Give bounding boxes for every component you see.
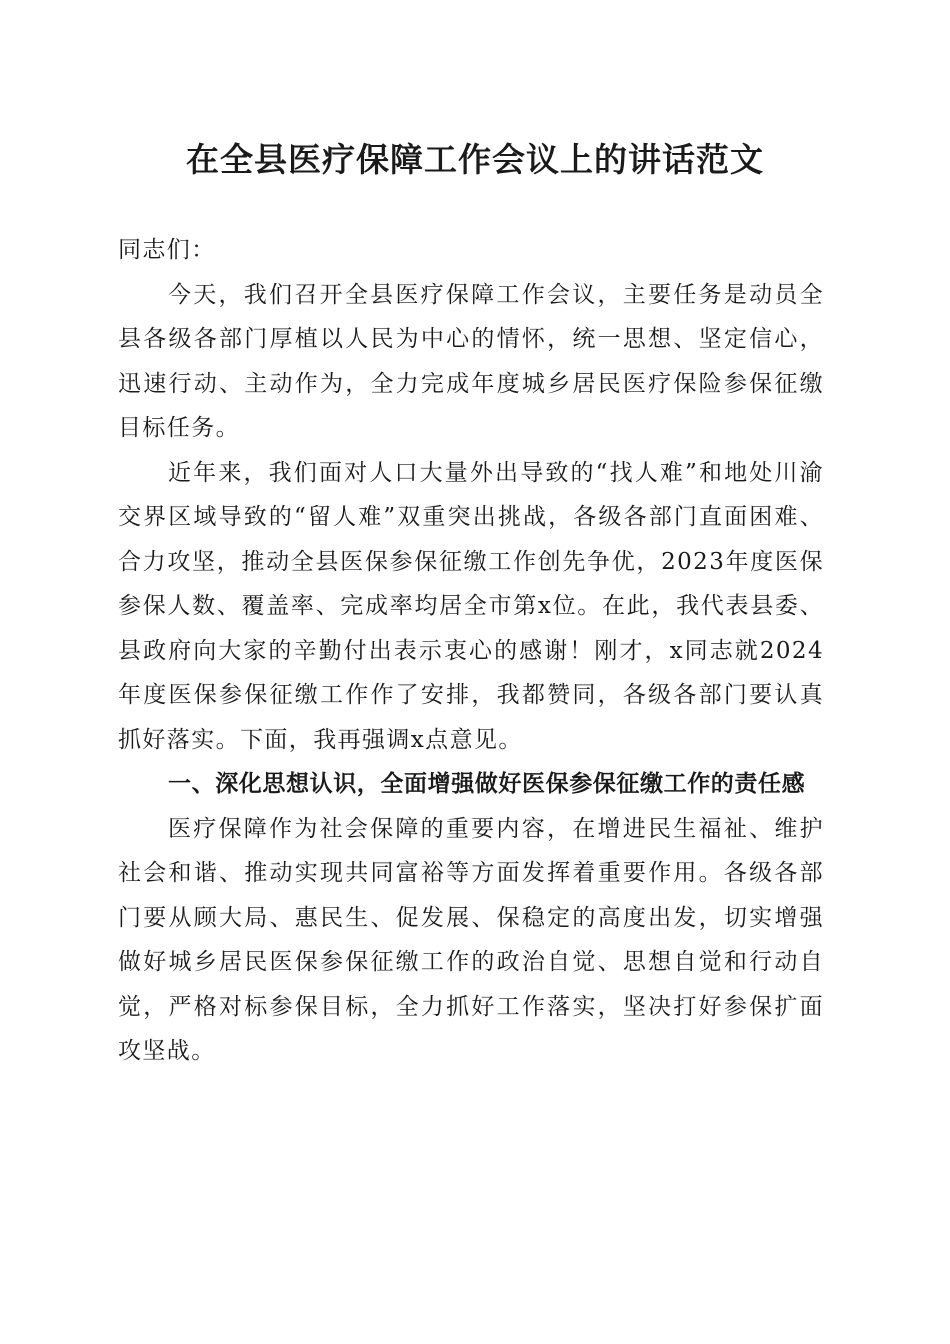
paragraph-opening: 今天，我们召开全县医疗保障工作会议，主要任务是动员全县各级各部门厚植以人民为中心的情怀，统一思想、坚定信心，迅速行动、主动作为，全力完成年度城乡居民医疗保险参保征缴目标任务。 bbox=[118, 281, 824, 441]
section-paragraph-1: 医疗保障作为社会保障的重要内容，在增进民生福祉、维护社会和谐、推动实现共同富裕等方面发挥着重要作用。各级各部门要从顾大局、惠民生、促发展、保稳定的高度出发，切实增强做好城乡居民医保参保征缴工作的政治自觉、思想自觉和行动自觉，严格对标参保目标，全力抓好工作落实，坚决打好参保扩面攻坚战。 bbox=[118, 815, 824, 1064]
document-body bbox=[118, 228, 824, 1074]
section-heading-1: 一、深化思想认识，全面增强做好医保参保征缴工作的责任感 bbox=[168, 771, 806, 797]
salutation: 同志们： bbox=[118, 237, 216, 263]
document-title: 在全县医疗保障工作会议上的讲话范文 bbox=[186, 140, 764, 179]
paragraph-review: 近年来，我们面对人口大量外出导致的“找人难”和地处川渝交界区域导致的“留人难”双重突出挑战，各级各部门直面困难、合力攻坚，推动全县医保参保征缴工作创先争优，2023年度医保参保人数、覆盖率、完成率均居全市第x位。在此，我代表县委、县政府向大家的辛勤付出表示衷心的感谢！刚才，x同志就2024年度医保参保征缴工作作了安排，我都赞同，各级各部门要认真抓好落实。下面，我再强调x点意见。 bbox=[118, 459, 824, 753]
